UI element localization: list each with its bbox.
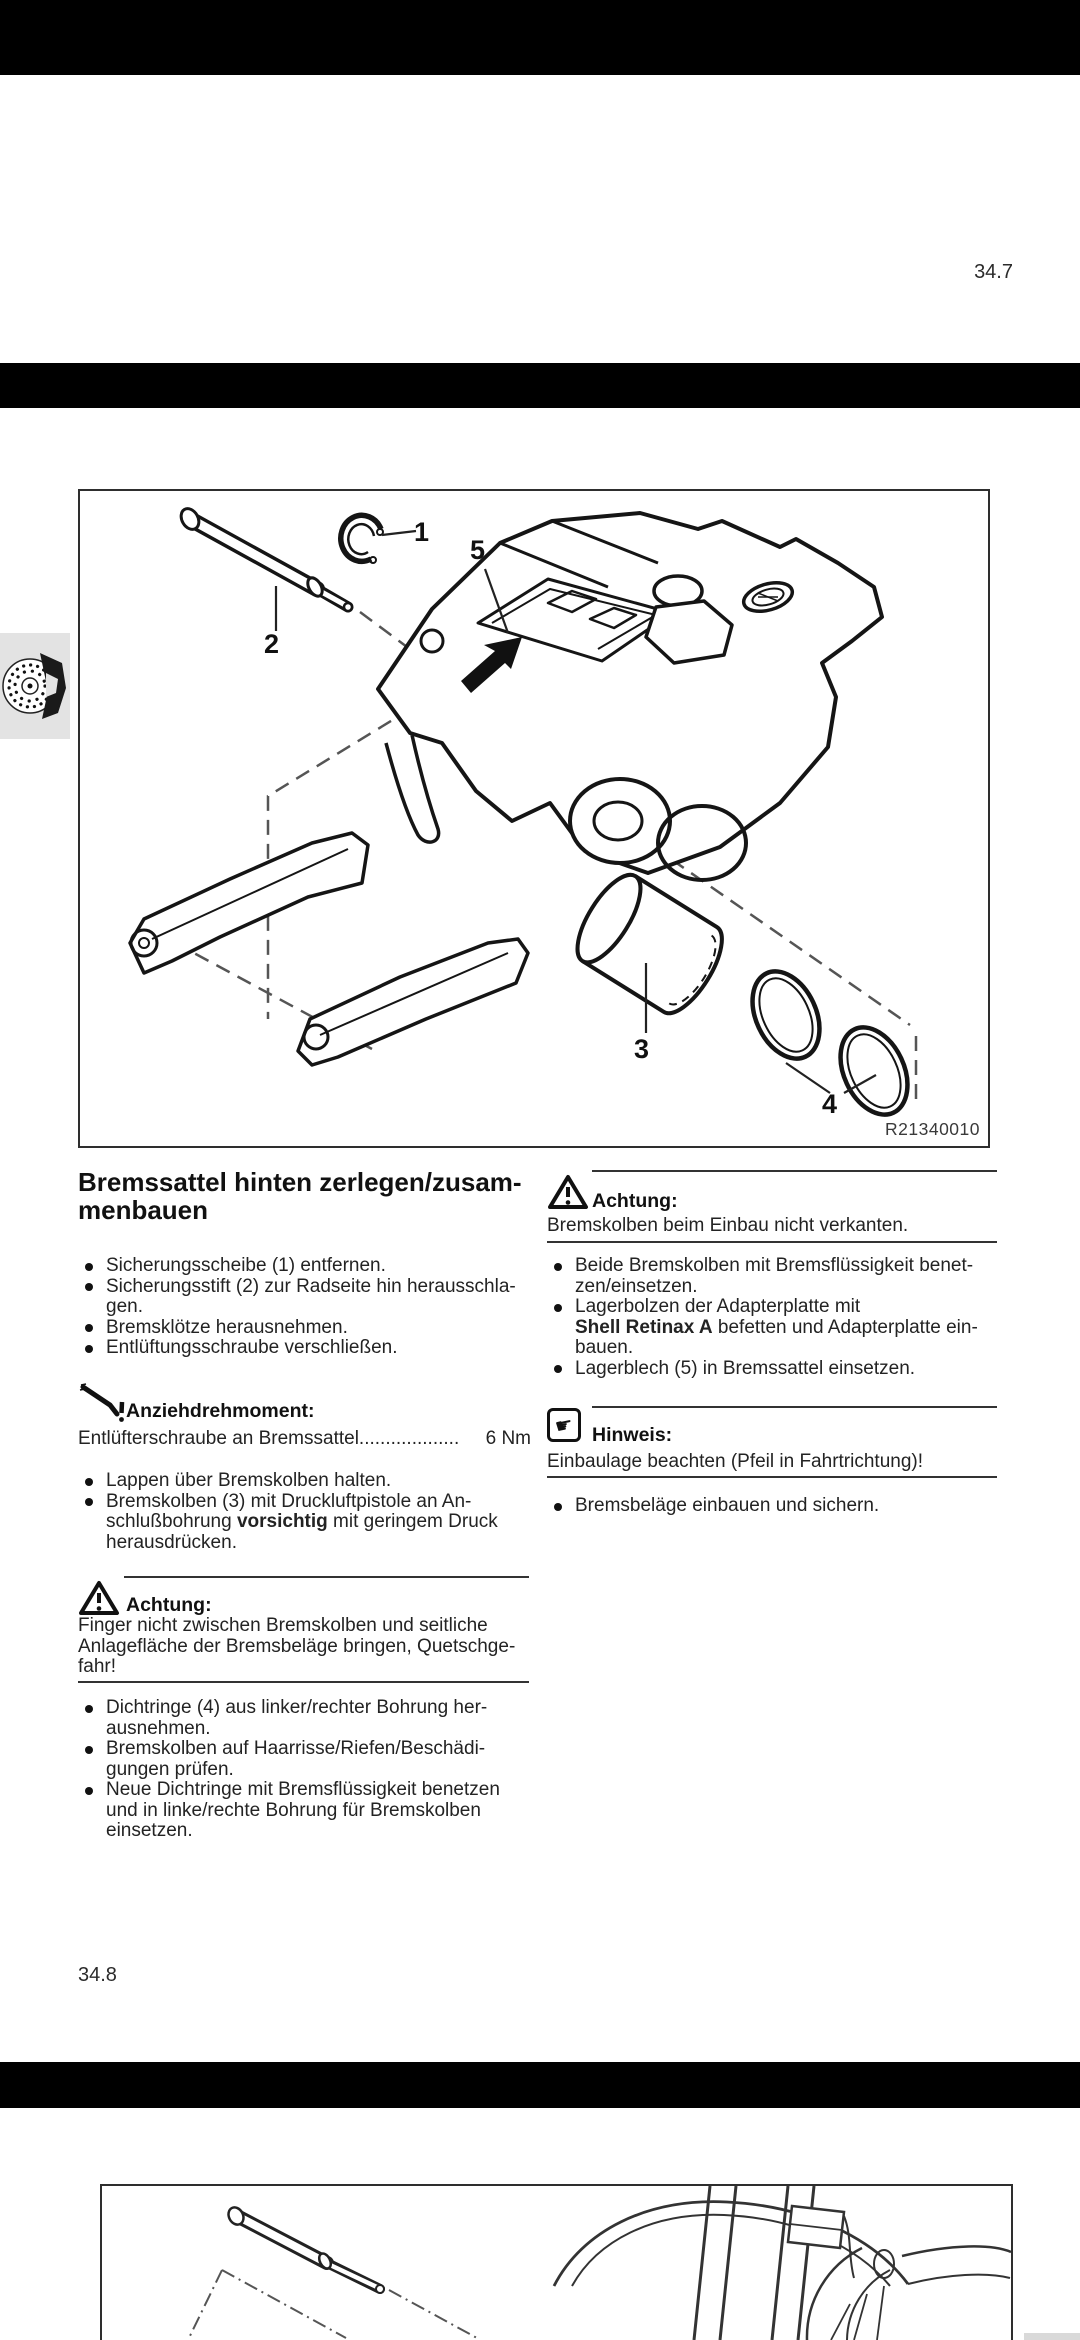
- torque-wrench-icon: [78, 1382, 126, 1426]
- list-item: Bremskolben auf Haarrisse/Riefen/Beschädi-gungen prüfen.: [78, 1739, 533, 1780]
- section-title: Bremssattel hinten zerlegen/zusam- menbauen: [78, 1167, 522, 1225]
- divider: [592, 1406, 997, 1408]
- warning-triangle-icon: [547, 1174, 589, 1210]
- note-heading: Hinweis:: [592, 1424, 673, 1446]
- figure-front-wheel-partial: [100, 2184, 1013, 2340]
- list-item: Beide Bremskolben mit Bremsflüssigkeit benet-zen/einsetzen.: [547, 1256, 1002, 1297]
- steps-piston-removal: [78, 1471, 533, 1553]
- torque-value: 6 Nm: [485, 1428, 531, 1449]
- list-item: Lappen über Bremskolben halten.: [78, 1471, 533, 1492]
- status-bar: [0, 0, 1080, 75]
- next-figure-art: [102, 2186, 1011, 2340]
- part-label-5: 5: [470, 535, 486, 565]
- list-item: Entlüftungsschraube verschließen.: [78, 1338, 533, 1359]
- part-label-3: 3: [634, 1034, 650, 1064]
- page-gap: [0, 363, 1080, 408]
- steps-final: [547, 1496, 1002, 1517]
- divider: [592, 1170, 997, 1172]
- divider: [547, 1476, 997, 1478]
- steps-disassembly: [78, 1256, 533, 1359]
- part-label-2: 2: [264, 629, 280, 659]
- warning-heading: Achtung:: [126, 1594, 212, 1616]
- list-item: Sicherungsstift (2) zur Radseite hin herausschla-gen.: [78, 1277, 533, 1318]
- pdf-page-current: [0, 408, 1080, 2062]
- list-item: Neue Dichtringe mit Bremsflüssigkeit benetzen und in linke/rechte Bohrung für Bremskolben einsetzen.: [78, 1780, 533, 1842]
- viewer-page-thumbnail[interactable]: [0, 633, 70, 739]
- note-hand-icon: ☛: [547, 1408, 581, 1442]
- divider: [78, 1681, 529, 1683]
- list-item: Lagerblech (5) in Bremssattel einsetzen.: [547, 1359, 1002, 1380]
- list-item: Sicherungsscheibe (1) entfernen.: [78, 1256, 533, 1277]
- steps-seals: [78, 1698, 533, 1842]
- exploded-diagram-art: [80, 491, 988, 1146]
- scroll-indicator[interactable]: [1024, 2333, 1080, 2340]
- page-number-current: 34.8: [78, 1964, 117, 1986]
- warning-triangle-icon: [78, 1580, 120, 1616]
- leader-dots: ...................: [358, 1428, 460, 1449]
- torque-item: Entlüfterschraube an Bremssattel: [78, 1428, 359, 1449]
- brake-disc-thumbnail-art: [0, 633, 70, 739]
- part-label-4: 4: [822, 1089, 838, 1119]
- warning-text: Finger nicht zwischen Bremskolben und seitliche Anlagefläche der Bremsbeläge bringen, Quetschge-fahr!: [78, 1615, 516, 1677]
- page-gap: [0, 2062, 1080, 2108]
- divider: [547, 1241, 997, 1243]
- warning-text: Bremskolben beim Einbau nicht verkanten.: [547, 1215, 909, 1236]
- steps-assembly: [547, 1256, 1002, 1379]
- pdf-page-next: [0, 2108, 1080, 2340]
- list-item: Bremsbeläge einbauen und sichern.: [547, 1496, 1002, 1517]
- torque-spec-row: [78, 1428, 531, 1450]
- figure-brake-caliper-exploded: [78, 489, 990, 1148]
- page-number-previous: 34.7: [974, 261, 1013, 283]
- figure-reference-code: R21340010: [885, 1119, 980, 1139]
- list-item: Lagerbolzen der Adapterplatte mit Shell Retinax A befetten und Adapterplatte ein-bauen.: [547, 1297, 1002, 1359]
- list-item: Bremsklötze herausnehmen.: [78, 1318, 533, 1339]
- torque-heading: Anziehdrehmoment:: [126, 1400, 315, 1422]
- pdf-page-previous: [0, 75, 1080, 363]
- list-item: Bremskolben (3) mit Druckluftpistole an An-schlußbohrung vorsichtig mit geringem Druck herausdrücken.: [78, 1492, 533, 1554]
- part-label-1: 1: [414, 517, 430, 547]
- divider: [124, 1576, 529, 1578]
- list-item: Dichtringe (4) aus linker/rechter Bohrung her-ausnehmen.: [78, 1698, 533, 1739]
- warning-heading: Achtung:: [592, 1190, 678, 1212]
- note-text: Einbaulage beachten (Pfeil in Fahrtrichtung)!: [547, 1451, 924, 1472]
